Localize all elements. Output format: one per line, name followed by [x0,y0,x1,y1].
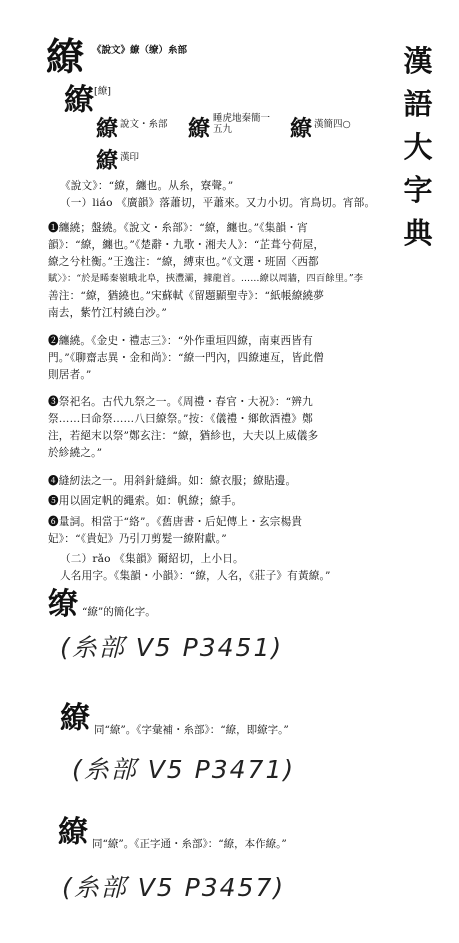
entry-line: 韻》：“繚，纏也。”《楚辭・九歌・湘夫人》：“芷葺兮荷屋， [48,239,325,251]
entry-line: ❹縫紉法之一。用斜針縫緝。如：繚衣服；繚貼邊。 [48,475,297,487]
entry-line: ❻量詞。相當于“絡”。《舊唐書・后妃傳上・玄宗楊貴 [48,516,303,528]
entry-line: ❷纏繞。《金史・禮志三》：“外作重垣四繚，南東西皆有 [48,335,313,347]
entry-line: 妃》：“《貴妃》乃引刀剪髮一繚附獻。” [48,533,227,545]
title-char: 字 [403,173,433,207]
title-char: 漢 [403,44,433,78]
entry-line: 《說文》：“繚，纏也。从糸，寮聲。” [60,180,234,192]
entry-line: 賦〉》：“於是睎秦嶺睋北阜，挾灃灞，據龍首。……繚以周牆，四百餘里。”李 [48,273,364,284]
entry-line: ❸祭祀名。古代九祭之一。《周禮・春官・大祝》：“辨九 [48,396,313,408]
entry-line: 繚之兮杜衡。”王逸注：“繚，縛束也。”《文選・班固〈西都 [48,256,319,268]
title-char: 語 [403,87,433,121]
ancient-form-source: 說文・糸部 [120,119,168,130]
handwritten-note: (糸部 V5 P3451) [60,633,284,662]
ancient-form-char: 繚 [96,116,119,142]
entry-line: 南去，紫竹江村繞白沙。” [48,307,168,319]
entry-line: （一）liáo 《廣韻》落蕭切，平蕭來。又力小切。宵鳥切。宵部。 [60,197,376,209]
handwritten-note: (糸部 V5 P3471) [72,755,296,784]
entry-line: 門。”《聊齋志異・金和尚》：“繚一門內，四繚連亙，皆此僧 [48,352,324,364]
simplified-char: 缭 [48,587,78,622]
simplified-description: “繚”的簡化字。 [82,606,156,618]
ancient-form-source: 漢印 [120,152,140,163]
headword-reference: 《說文》繚（缭）糸部 [92,45,188,56]
variant-char: 繚 [60,701,90,736]
entry-line: ❺用以固定帆的繩索。如：帆繚；繚手。 [48,495,243,507]
title-char: 典 [403,216,433,250]
entry-line: （二）rǎo 《集韻》爾紹切，上小日。 [60,553,244,565]
variant-description: 同“繚”。《字彙補・糸部》：“繚，即繚字。” [94,724,289,736]
headword-char: 繚 [46,34,85,79]
entry-line: 於紾繞之。” [48,447,103,459]
entry-line: 善注：“繚，猶繞也。”宋蘇軾《留題顯聖寺》：“紙帳繚繞夢 [48,290,325,302]
variant-headword-reference: [繚] [94,86,111,97]
entry-line: ❶纏繞；盤繞。《說文・糸部》：“繚，纏也。”《集韻・宵 [48,222,308,234]
variant-description: 同“繚”。《正字通・糸部》：“繚，本作繚。” [92,838,287,850]
title-char: 大 [403,130,433,164]
ancient-form-char: 繚 [96,148,119,174]
dictionary-title-vertical [394,40,442,255]
variant-headword-char: 繚 [64,83,94,118]
ancient-form-char: 繚 [188,116,211,142]
handwritten-note: (糸部 V5 P3457) [62,873,286,902]
entry-line: 祭……曰命祭……八曰繚祭。”按：《儀禮・鄉飲酒禮》鄭 [48,413,313,425]
entry-line: 則居者。” [48,369,92,381]
variant-char: 繚 [58,815,88,850]
ancient-form-source: 漢簡四○ [314,119,351,130]
ancient-form-char: 繚 [290,116,313,142]
entry-line: 注，若絕末以祭”鄭玄注：“繚，猶紾也，大夫以上威儀多 [48,430,319,442]
ancient-form-source: 睡虎地秦簡一五九 [213,113,271,135]
entry-line: 人名用字。《集韻・小韻》：“繚，人名，《莊子》有黃繚。” [60,570,331,582]
